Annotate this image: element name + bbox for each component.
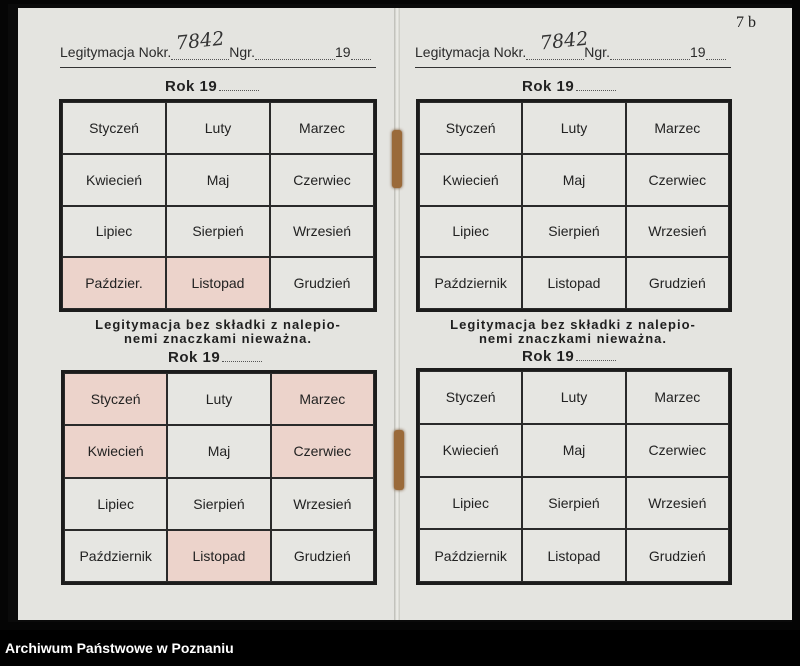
month-cell: Listopad xyxy=(167,530,270,582)
month-cell: Listopad xyxy=(166,257,270,309)
month-cell: Styczeń xyxy=(64,373,167,425)
archive-footer: Archiwum Państwowe w Poznaniu xyxy=(0,630,800,666)
rok-label-right-top: Rok 19 xyxy=(522,78,616,95)
month-cell: Luty xyxy=(522,371,625,424)
month-cell: Grudzień xyxy=(270,257,374,309)
month-cell: Grudzień xyxy=(271,530,374,582)
validity-note-right: Legitymacja bez składki z nalepio- nemi znaczkami nieważna. xyxy=(450,317,696,346)
month-cell: Czerwiec xyxy=(270,154,374,206)
header-year: 19 xyxy=(334,44,351,60)
month-cell: Kwiecień xyxy=(419,424,522,477)
month-table-right-bottom xyxy=(416,368,732,585)
month-cell: Sierpień xyxy=(522,477,625,530)
handwritten-number-left: 7842 xyxy=(174,27,226,55)
month-cell: Marzec xyxy=(271,373,374,425)
header-ngr: Ngr. xyxy=(584,44,610,60)
month-cell: Kwiecień xyxy=(419,154,522,206)
handwritten-number-right: 7842 xyxy=(538,27,590,55)
month-cell: Luty xyxy=(166,102,270,154)
month-cell: Lipiec xyxy=(64,478,167,530)
month-cell: Paździer. xyxy=(62,257,166,309)
rok-label-right-bottom: Rok 19 xyxy=(522,348,616,365)
month-cell: Styczeń xyxy=(62,102,166,154)
month-cell: Czerwiec xyxy=(626,154,729,206)
header-ngr: Ngr. xyxy=(229,44,255,60)
month-cell: Wrzesień xyxy=(626,206,729,258)
page-number-label: 7 b xyxy=(736,14,756,31)
month-table-left-top xyxy=(59,99,377,312)
month-cell: Październik xyxy=(419,257,522,309)
staple-top xyxy=(392,130,402,188)
month-cell: Kwiecień xyxy=(62,154,166,206)
month-cell: Listopad xyxy=(522,529,625,582)
month-cell: Maj xyxy=(167,425,270,477)
month-cell: Grudzień xyxy=(626,529,729,582)
month-cell: Listopad xyxy=(522,257,625,309)
month-cell: Maj xyxy=(522,424,625,477)
staple-bottom xyxy=(394,430,404,490)
header-prefix: Legitymacja Nokr. xyxy=(60,44,172,60)
month-cell: Październik xyxy=(64,530,167,582)
month-cell: Czerwiec xyxy=(271,425,374,477)
month-cell: Wrzesień xyxy=(271,478,374,530)
month-cell: Wrzesień xyxy=(626,477,729,530)
month-cell: Wrzesień xyxy=(270,206,374,258)
month-cell: Sierpień xyxy=(167,478,270,530)
month-cell: Październik xyxy=(419,529,522,582)
month-cell: Marzec xyxy=(626,102,729,154)
month-cell: Luty xyxy=(167,373,270,425)
rok-label-left-top: Rok 19 xyxy=(165,78,259,95)
month-cell: Lipiec xyxy=(419,477,522,530)
rok-label-left-bottom: Rok 19 xyxy=(168,349,262,366)
header-prefix: Legitymacja Nokr. xyxy=(415,44,527,60)
validity-note-left: Legitymacja bez składki z nalepio- nemi znaczkami nieważna. xyxy=(95,317,341,346)
month-cell: Grudzień xyxy=(626,257,729,309)
month-cell: Marzec xyxy=(626,371,729,424)
month-cell: Luty xyxy=(522,102,625,154)
month-table-right-top xyxy=(416,99,732,312)
month-cell: Sierpień xyxy=(522,206,625,258)
header-year: 19 xyxy=(689,44,706,60)
month-cell: Styczeń xyxy=(419,371,522,424)
month-cell: Marzec xyxy=(270,102,374,154)
month-table-left-bottom xyxy=(61,370,377,585)
month-cell: Kwiecień xyxy=(64,425,167,477)
month-cell: Styczeń xyxy=(419,102,522,154)
month-cell: Maj xyxy=(166,154,270,206)
month-cell: Lipiec xyxy=(419,206,522,258)
month-cell: Lipiec xyxy=(62,206,166,258)
month-cell: Czerwiec xyxy=(626,424,729,477)
month-cell: Maj xyxy=(522,154,625,206)
month-cell: Sierpień xyxy=(166,206,270,258)
